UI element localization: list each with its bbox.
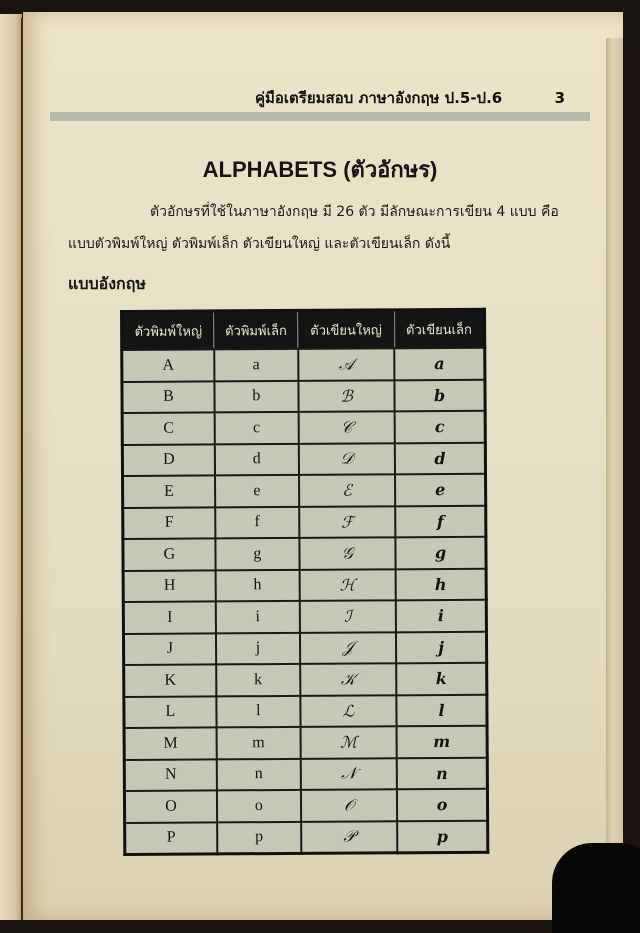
cell-print-upper: I: [123, 601, 216, 633]
cell-script-upper: 𝒜: [298, 348, 394, 380]
header-rule: [50, 112, 590, 121]
cell-print-lower: m: [216, 727, 300, 759]
intro-line-1: ตัวอักษรที่ใช้ในภาษาอังกฤษ มี 26 ตัว มีลักษณะการเขียน 4 แบบ คือ: [150, 204, 559, 220]
cell-script-upper: ℱ: [299, 506, 395, 538]
page-title: ALPHABETS (ตัวอักษร): [202, 157, 438, 182]
cell-script-upper: 𝒩: [301, 758, 397, 790]
cell-script-upper: ℒ: [300, 695, 396, 727]
table-row: [122, 442, 485, 476]
table-row: [124, 663, 487, 697]
cell-script-upper: 𝒫: [301, 821, 397, 854]
intro-line-2: แบบตัวพิมพ์ใหญ่ ตัวพิมพ์เล็ก ตัวเขียนใหญ่ และตัวเขียนเล็ก ดังนี้: [68, 236, 451, 252]
cell-print-lower: h: [215, 569, 299, 601]
cell-print-upper: H: [123, 570, 216, 602]
cell-print-upper: B: [122, 381, 215, 413]
cell-script-lower: j: [396, 631, 487, 663]
cell-script-lower: a: [394, 348, 485, 380]
cell-print-upper: C: [122, 412, 215, 444]
col-header-script-upper: ตัวเขียนใหญ่: [298, 310, 395, 349]
cell-print-lower: l: [216, 695, 300, 727]
cell-print-upper: F: [123, 507, 216, 539]
cell-script-lower: p: [397, 820, 488, 853]
table-row: [124, 757, 487, 791]
cell-script-upper: ℐ: [300, 600, 396, 632]
alphabet-table: [120, 308, 489, 856]
running-title: คู่มือเตรียมสอบ ภาษาอังกฤษ ป.5-ป.6: [255, 89, 503, 107]
left-page-edge: [0, 14, 22, 920]
cell-print-upper: L: [124, 696, 217, 728]
cell-script-upper: 𝒞: [298, 411, 394, 443]
cell-print-lower: o: [217, 790, 301, 822]
table-header-row: [122, 309, 485, 350]
cell-print-upper: M: [124, 727, 217, 759]
cell-print-upper: K: [124, 664, 217, 696]
table-row: [124, 789, 487, 823]
cell-script-upper: 𝒥: [300, 632, 396, 664]
table-row: [122, 411, 485, 445]
cell-print-upper: N: [124, 759, 217, 791]
cell-script-lower: c: [395, 411, 486, 443]
cell-script-upper: ℰ: [299, 474, 395, 506]
cell-script-upper: 𝒟: [299, 443, 395, 475]
running-header: [255, 86, 565, 110]
cell-print-lower: j: [216, 632, 300, 664]
cell-script-upper: 𝒢: [299, 537, 395, 569]
cell-script-lower: i: [396, 600, 487, 632]
cell-script-lower: d: [395, 442, 486, 474]
cell-script-upper: ℳ: [300, 726, 396, 758]
cell-print-lower: g: [215, 538, 299, 570]
cell-script-lower: g: [395, 537, 486, 569]
table-row: [125, 820, 488, 854]
cell-script-lower: o: [397, 789, 488, 821]
cell-script-lower: b: [395, 379, 486, 411]
cell-print-lower: a: [214, 349, 298, 381]
table-row: [124, 726, 487, 760]
cell-script-upper: 𝒦: [300, 663, 396, 695]
cell-print-upper: O: [124, 790, 217, 822]
cell-script-lower: l: [396, 694, 487, 726]
cell-script-lower: e: [395, 474, 486, 506]
cell-script-lower: m: [397, 726, 488, 758]
table-row: [123, 505, 486, 539]
cell-print-upper: D: [122, 444, 215, 476]
cell-print-lower: f: [215, 506, 299, 538]
cell-script-lower: n: [397, 757, 488, 789]
cell-print-lower: b: [214, 380, 298, 412]
table-row: [123, 631, 486, 665]
cell-script-lower: h: [396, 568, 487, 600]
cell-print-lower: n: [217, 758, 301, 790]
cell-print-lower: p: [217, 821, 301, 854]
table-row: [122, 379, 485, 413]
cell-script-lower: f: [395, 505, 486, 537]
table-row: [123, 600, 486, 634]
cell-print-upper: G: [123, 538, 216, 570]
cell-print-lower: e: [215, 475, 299, 507]
cell-script-upper: ℋ: [299, 569, 395, 601]
section-heading: แบบอังกฤษ: [68, 274, 146, 293]
cell-script-upper: ℬ: [298, 380, 394, 412]
col-header-print-lower: ตัวพิมพ์เล็ก: [214, 310, 298, 349]
cell-print-lower: k: [216, 664, 300, 696]
cell-print-upper: J: [123, 633, 216, 665]
page-number: 3: [554, 89, 565, 107]
cell-print-upper: P: [125, 822, 218, 855]
col-header-print-upper: ตัวพิมพ์ใหญ่: [122, 311, 215, 350]
table-row: [123, 474, 486, 508]
cell-print-upper: A: [122, 349, 215, 381]
table-row: [124, 694, 487, 728]
cell-script-lower: k: [396, 663, 487, 695]
table-row: [123, 537, 486, 571]
cell-print-lower: c: [215, 412, 299, 444]
cell-print-lower: d: [215, 443, 299, 475]
col-header-script-lower: ตัวเขียนเล็ก: [394, 309, 485, 348]
cell-script-upper: 𝒪: [301, 789, 397, 821]
table-row: [122, 348, 485, 382]
intro-paragraph: [68, 196, 568, 260]
cell-print-upper: E: [123, 475, 216, 507]
cell-print-lower: i: [216, 601, 300, 633]
table-row: [123, 568, 486, 602]
